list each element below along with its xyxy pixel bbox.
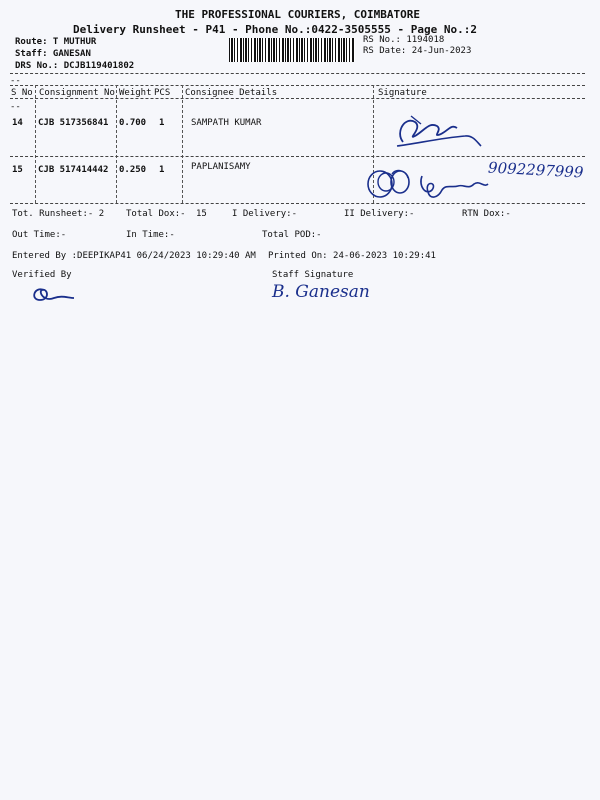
signature-row-15 xyxy=(362,162,502,206)
verified-by-label: Verified By xyxy=(12,270,72,280)
staff-signature-handwriting: B. Ganesan xyxy=(272,282,370,302)
drs-number: DRS No.: DCJB119401802 xyxy=(15,61,135,71)
row-consignee: SAMPATH KUMAR xyxy=(191,118,262,128)
column-separator xyxy=(116,85,117,203)
divider xyxy=(10,85,585,86)
divider xyxy=(10,73,585,74)
divider xyxy=(10,156,585,157)
ii-delivery: II Delivery:- xyxy=(344,209,415,219)
row-pcs: 1 xyxy=(159,165,165,175)
header-signature: Signature xyxy=(378,88,427,98)
staff-label: Staff: GANESAN xyxy=(15,49,91,59)
i-delivery: I Delivery:- xyxy=(232,209,298,219)
header-consignment: Consignment No xyxy=(39,88,115,98)
total-dox-label: Total Dox:- xyxy=(126,209,186,219)
header-consignee: Consignee Details xyxy=(185,88,278,98)
entered-by: Entered By :DEEPIKAP41 06/24/2023 10:29:40 AM xyxy=(12,251,256,261)
row-consignee: PAPLANISAMY xyxy=(191,162,251,172)
row-weight: 0.700 xyxy=(119,118,147,128)
column-separator xyxy=(182,85,183,203)
row-sno: 14 xyxy=(12,118,23,128)
row-consignment: CJB 517356841 xyxy=(38,118,109,128)
row-consignment: CJB 517414442 xyxy=(38,165,109,175)
total-dox-value: 15 xyxy=(196,209,207,219)
route-label: Route: T MUTHUR xyxy=(15,37,97,47)
tot-runsheet: Tot. Runsheet:- 2 xyxy=(12,209,105,219)
company-title: THE PROFESSIONAL COURIERS, COIMBATORE xyxy=(175,8,421,21)
handwritten-phone: 9092297999 xyxy=(487,158,584,182)
header-pcs: PCS xyxy=(154,88,171,98)
runsheet-title: Delivery Runsheet - P41 - Phone No.:0422-3505555 - Page No.:2 xyxy=(73,23,477,36)
signature-row-14 xyxy=(385,102,485,157)
in-time: In Time:- xyxy=(126,230,175,240)
row-pcs: 1 xyxy=(159,118,165,128)
staff-signature-label: Staff Signature xyxy=(272,270,354,280)
rs-number: RS No.: 1194018 xyxy=(363,35,445,45)
column-separator xyxy=(35,85,36,203)
barcode-image xyxy=(229,38,355,62)
header-weight: Weight xyxy=(119,88,152,98)
rtn-dox: RTN Dox:- xyxy=(462,209,511,219)
row-weight: 0.250 xyxy=(119,165,147,175)
divider xyxy=(10,98,585,99)
verifier-signature xyxy=(24,282,84,306)
header-sno: S No xyxy=(11,88,33,98)
rs-date: RS Date: 24-Jun-2023 xyxy=(363,46,472,56)
row-sno: 15 xyxy=(12,165,23,175)
out-time: Out Time:- xyxy=(12,230,67,240)
total-pod: Total POD:- xyxy=(262,230,322,240)
printed-on: Printed On: 24-06-2023 10:29:41 xyxy=(268,251,436,261)
